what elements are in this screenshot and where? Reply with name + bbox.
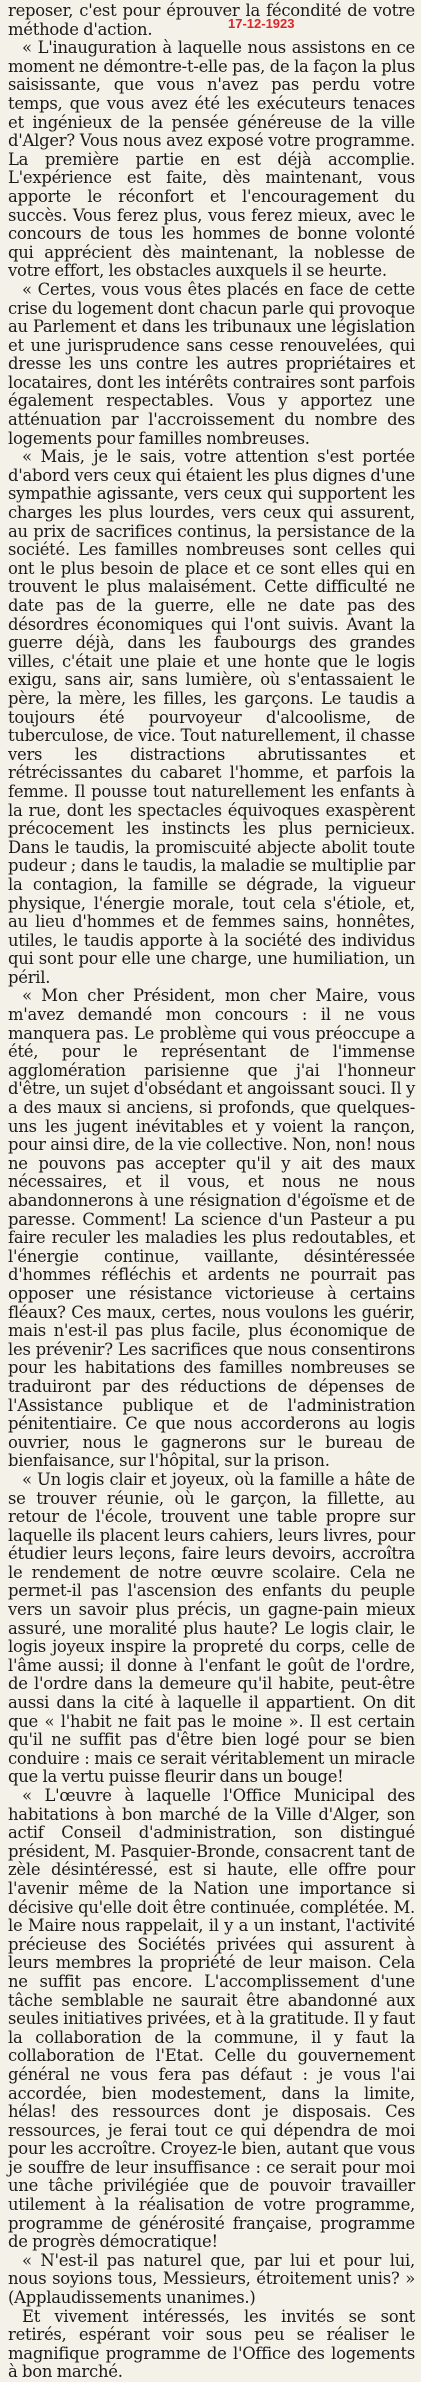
- paragraph-unity: « N'est-il pas naturel que, par lui et pour lui, nous soyions tous, Messieurs, étroitement unis? » (Applaudissements unanimes.): [8, 2250, 415, 2308]
- article-body: [8, 2, 415, 2382]
- paragraph-intro: reposer, c'est pour éprouver la fécondité de votre méthode d'action.: [8, 1, 415, 39]
- paragraph-closing: Et vivement intéressés, les invités se sont retirés, espérant voir sous peu se réaliser le magnifique programme de l'Office des logements à bon marché.: [8, 2306, 415, 2382]
- paragraph-housing-crisis: « Certes, vous vous êtes placés en face de cette crise du logement dont chacun parle qui provoque au Parlement et dans les tribunaux une législation et une jurisprudence sans cesse renouvelées, qui dresse les uns contre les autres propriétaires et locataires, dont les intérêts contraires sont parfois également respectables. Vous y apportez une atténuation par l'accroissement du nombre des logements pour familles nombreuses.: [8, 279, 415, 448]
- paragraph-bright-home: « Un logis clair et joyeux, où la famille a hâte de se trouver réunie, où le garçon, la fillette, au retour de l'école, trouvent une table propre sur laquelle ils placent leurs cahiers, leurs livres, pour étudier leurs leçons, faire leurs devoirs, accroîtra le rendement de notre œuvre scolaire. Cela ne permet-il pas l'ascension des enfants du peuple vers un savoir plus précis, un gagne-pain mieux assuré, une moralité plus haute? Le logis clair, le logis joyeux inspire la propreté du corps, celle de l'âme aussi; il donne à l'enfant le goût de l'ordre, de l'ordre dans la demeure qu'il habite, peut-être aussi dans la cité à laquelle il appartient. On dit que « l'habit ne fait pas le moine ». Il est certain qu'il ne suffit pas d'être bien logé pour se bien conduire : mais ce serait véritablement un miracle que la vertu puisse fleurir dans un bouge!: [8, 1469, 415, 1787]
- paragraph-municipal-office: « L'œuvre à laquelle l'Office Municipal des habitations à bon marché de la Ville d'Alger, son actif Conseil d'administration, son distingué président, M. Pasquier-Bronde, consacrent tant de zèle désintéressé, est si haute, elle offre pour l'avenir même de la Nation une importance si décisive qu'elle doit être continuée, complétée. M. le Maire nous rappelait, il y a un instant, l'activité précieuse des Sociétés privées qui assurent à leurs membres la propriété de leur maison. Cela ne suffit pas encore. L'accomplissement d'une tâche semblable ne saurait être abandonné aux seules initiatives privées, et à la gratitude. Il y faut la collaboration de la commune, il y faut la collaboration de l'Etat. Celle du gouvernement général ne vous fera pas défaut : je vous l'ai accordée, bien modestement, dans la limite, hélas! des ressources dont je disposais. Ces ressources, je ferai tout ce qui dépendra de moi pour les accroître. Croyez-le bien, autant que vous je souffre de leur insuffisance : ce serait pour moi une tâche privilégiée que de pouvoir travailler utilement à la réalisation de votre programme, programme de générosité française, programme de progrès démocratique!: [8, 1786, 415, 2252]
- paragraph-large-families: « Mais, je le sais, votre attention s'est portée d'abord vers ceux qui étaient les plus dignes d'une sympathie agissante, vers ceux qui supportent les charges les plus lourdes, vers ceux qui assurent, au prix de sacrifices continus, la persistance de la société. Les familles nombreuses sont celles qui ont le plus besoin de place et ce sont elles qui en trouvent le plus malaisément. Cette difficulté ne date pas de la guerre, elle ne date pas des désordres économiques qui l'ont suivis. Avant la guerre déjà, dans les faubourgs des grandes villes, c'était une plaie et une honte que le logis exigu, sans air, sans lumière, où s'entassaient le père, la mère, les filles, les garçons. Le taudis a toujours été pourvoyeur d'alcoolisme, de tuberculose, de vice. Tout naturellement, il chasse vers les distractions abrutissantes et rétrécissantes du cabaret l'homme, et parfois la femme. Il pousse tout naturellement les enfants à la rue, dont les spectacles équivoques exaspèrent précocement les instincts les plus pernicieux. Dans le taudis, la promiscuité abjecte abolit toute pudeur ; dans le taudis, la maladie se multiplie par la contagion, la famille se dégrade, la vigueur physique, l'énergie morale, tout cela s'étiole, et, au lieu d'hommes et de femmes sains, honnêtes, utiles, le taudis apporte à la société des individus qui sont pour elle une charge, une humiliation, un péril.: [8, 447, 415, 987]
- date-stamp: 17-12-1923: [228, 16, 295, 31]
- paragraph-president-mayor: « Mon cher Président, mon cher Maire, vous m'avez demandé mon concours : il ne vous manquera pas. Le problème qui vous préoccupe a été, pour le représentant de l'immense agglomération parisienne que j'ai l'honneur d'être, un sujet d'obsédant et angoissant souci. Il y a des maux si anciens, si profonds, que quelques-uns les jugent inévitables et y voient la rançon, pour ainsi dire, de la vie collective. Non, non! nous ne pouvons pas accepter qu'il y ait des maux nécessaires, et il vous, et nous ne nous abandonnerons à une résignation d'égoïsme et de paresse. Comment! La science d'un Pasteur a pu faire reculer les maladies les plus redoutables, et l'énergie continue, vaillante, désintéressée d'hommes réfléchis et ardents ne pourrait pas opposer une résistance victorieuse à certains fléaux? Ces maux, certes, nous voulons les guérir, mais n'est-il pas plus facile, plus économique de les prévenir? Les sacrifices que nous consentirons pour les habitations des familles nombreuses se traduiront par des réductions de dépenses de l'Assistance publique et de l'administration pénitentiaire. Ce que nous accorderons au logis ouvrier, nous le gagnerons sur le bureau de bienfaisance, sur l'hôpital, sur la prison.: [8, 986, 415, 1471]
- paragraph-inauguration: « L'inauguration à laquelle nous assistons en ce moment ne démontre-t-elle pas, de la façon la plus saisissante, que vous n'avez pas perdu votre temps, que vous avez été les exécuteurs tenaces et ingénieux de la pensée généreuse de la ville d'Alger? Vous nous avez exposé votre programme. La première partie en est déjà accomplie. L'expérience est faite, dès maintenant, vous apporte le réconfort et l'encouragement du succès. Vous ferez plus, vous ferez mieux, avec le concours de tous les hommes de bonne volonté qui apprécient dès maintenant, la noblesse de votre effort, les obstacles auxquels il se heurte.: [8, 38, 415, 281]
